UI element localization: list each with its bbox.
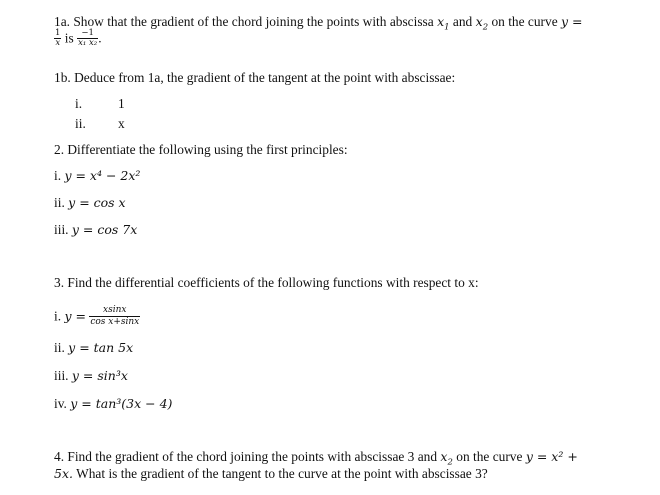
q3-item-1: i. y = $\frac{xsinx}{\text{cos x+sinx}}$ bbox=[54, 305, 140, 327]
q4-x2: $x_2$ bbox=[440, 449, 453, 468]
q3-item-3: iii. y = sin³x bbox=[54, 368, 128, 383]
q2-text: 2. Differentiate the following using the first principles: bbox=[54, 142, 348, 157]
q3-text: 3. Find the differential coefficients of the following functions with respect to x: bbox=[54, 275, 479, 290]
q1a-is: is bbox=[64, 30, 74, 46]
q1a-text: 1a. Show that the gradient of the chord joining the points with abscissa bbox=[54, 14, 434, 29]
q3-item-1-fraction: $\frac{xsinx}{\text{cos x+sinx}}$ bbox=[90, 305, 140, 327]
q1a-eq: y = bbox=[561, 14, 583, 29]
q1a-period: . bbox=[98, 30, 102, 46]
q1b-item-2-numeral: ii. bbox=[75, 116, 86, 131]
q1a-and: and bbox=[452, 14, 473, 29]
q1a-result-fraction: $\frac{-1}{\text{x₁ x₂}}$ bbox=[78, 28, 98, 48]
q1a-tail: on the curve bbox=[491, 14, 558, 29]
q3-item-4: iv. y = tan³(3x − 4) bbox=[54, 396, 173, 411]
q1a-line-2 bbox=[54, 30, 102, 49]
q1a-line-1 bbox=[54, 14, 583, 33]
q1b-item-2-value: x bbox=[118, 116, 125, 131]
q4-line-2: 5x. What is the gradient of the tangent to the curve at the point with abscissae 3? bbox=[54, 466, 488, 481]
q2-item-1: i. y = x⁴ − 2x² bbox=[54, 168, 141, 183]
q2-item-2: ii. y = cos x bbox=[54, 195, 126, 210]
q1b-item-1-value: 1 bbox=[118, 96, 125, 111]
q4-line-1: 4. Find the gradient of the chord joining the points with abscissae 3 and $x_2$ on the curve y = x² + bbox=[54, 449, 578, 468]
q1a-x1: $x_1$ bbox=[437, 14, 450, 33]
q1b-text: 1b. Deduce from 1a, the gradient of the tangent at the point with abscissae: bbox=[54, 70, 456, 85]
q1a-curve-fraction: $\frac{1}{x}$ bbox=[55, 28, 61, 48]
q3-item-2: ii. y = tan 5x bbox=[54, 340, 134, 355]
q1a-x2: $x_2$ bbox=[475, 14, 489, 33]
q2-item-3: iii. y = cos 7x bbox=[54, 222, 138, 237]
q1b-item-1-numeral: i. bbox=[75, 96, 83, 111]
